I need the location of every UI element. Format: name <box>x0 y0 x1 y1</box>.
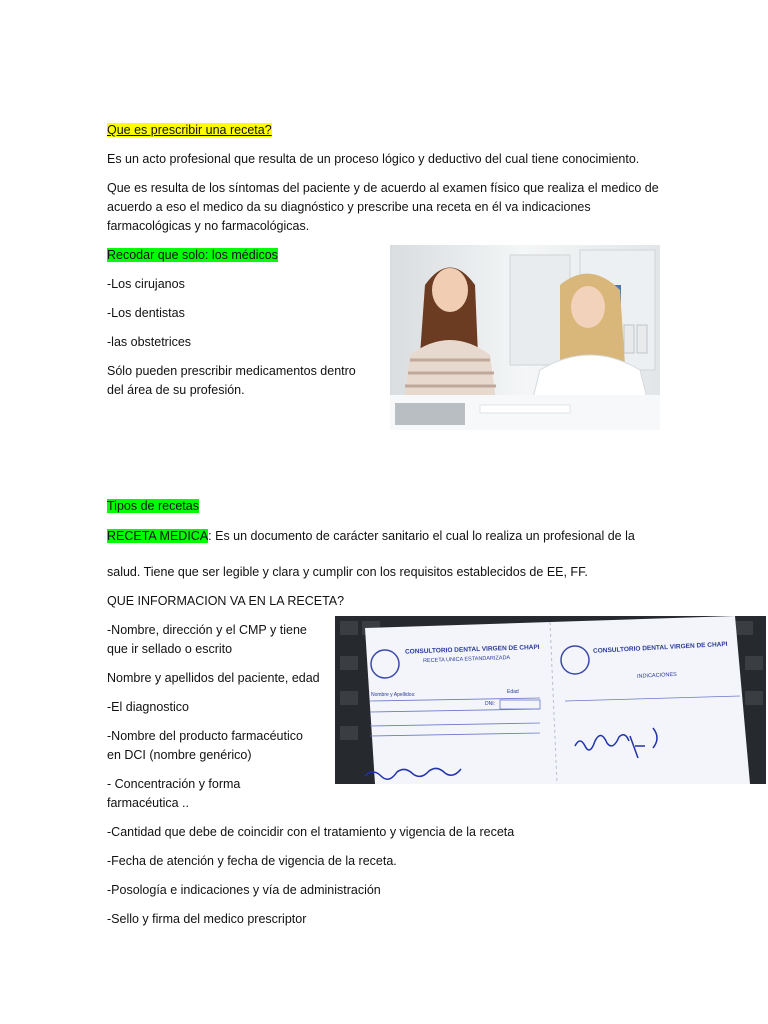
note-line-1: Sólo pueden prescribir medicamentos dentro <box>107 364 356 378</box>
info-item-3: Nombre y apellidos del paciente, edad <box>107 671 320 685</box>
clinic-name-right: CONSULTORIO DENTAL VIRGEN DE CHAPI <box>592 640 728 655</box>
consultation-photo <box>390 245 660 430</box>
list-item-dentistas: -Los dentistas <box>107 306 185 320</box>
definition-line-2: salud. Tiene que ser legible y clara y cumplir con los requisitos establecidos de EE, FF. <box>107 565 588 579</box>
indications-label: INDICACIONES <box>636 671 677 680</box>
section-heading-prescribir: Que es prescribir una receta? <box>107 123 272 137</box>
list-item-obstetrices: -las obstetrices <box>107 335 192 349</box>
note-line-2: del área de su profesión. <box>107 383 245 397</box>
info-item-11: -Posología e indicaciones y vía de administración <box>107 883 381 897</box>
term-receta-medica: RECETA MEDICA <box>107 529 209 543</box>
prescription-photo <box>335 616 766 784</box>
info-item-2: que ir sellado o escrito <box>107 642 233 656</box>
patient-name-label: Nombre y Apellidos: <box>371 692 416 698</box>
list-item-cirujanos: -Los cirujanos <box>107 277 185 291</box>
info-item-1: -Nombre, dirección y el CMP y tiene <box>107 623 307 637</box>
info-item-10: -Fecha de atención y fecha de vigencia de la receta. <box>107 854 397 868</box>
question-heading: QUE INFORMACION VA EN LA RECETA? <box>107 594 345 608</box>
paragraph-line-1: Que es resulta de los síntomas del paciente y de acuerdo al examen físico que realiza el medico de <box>107 181 659 195</box>
info-item-5: -Nombre del producto farmacéutico <box>107 729 303 743</box>
paragraph-line-2: acuerdo a eso el medico da su diagnóstico y prescribe una receta en él va indicaciones <box>107 200 591 214</box>
info-item-4: -El diagnostico <box>107 700 189 714</box>
consultation-illustration <box>390 245 660 430</box>
section-heading-tipos: Tipos de recetas <box>107 499 199 513</box>
paragraph-definition: Es un acto profesional que resulta de un proceso lógico y deductivo del cual tiene conocimiento. <box>107 152 640 166</box>
info-item-6: en DCI (nombre genérico) <box>107 748 252 762</box>
paragraph-line-3: farmacológicas y no farmacológicas. <box>107 219 310 233</box>
info-item-7: - Concentración y forma <box>107 777 241 791</box>
highlight-heading-medicos: Recodar que solo: los médicos <box>107 248 278 262</box>
info-item-12: -Sello y firma del medico prescriptor <box>107 912 307 926</box>
dni-label: DNI: <box>485 701 495 707</box>
definition-line-1: RECETA MEDICA: Es un documento de carácter sanitario el cual lo realiza un profesional de la <box>107 529 635 543</box>
prescription-illustration <box>335 616 766 784</box>
prescription-subtitle: RECETA ÚNICA ESTANDARIZADA <box>422 655 511 665</box>
age-label: Edad <box>507 689 519 695</box>
info-item-9: -Cantidad que debe de coincidir con el tratamiento y vigencia de la receta <box>107 825 515 839</box>
clinic-name-left: CONSULTORIO DENTAL VIRGEN DE CHAPI <box>404 643 540 656</box>
info-item-8: farmacéutica .. <box>107 796 189 810</box>
